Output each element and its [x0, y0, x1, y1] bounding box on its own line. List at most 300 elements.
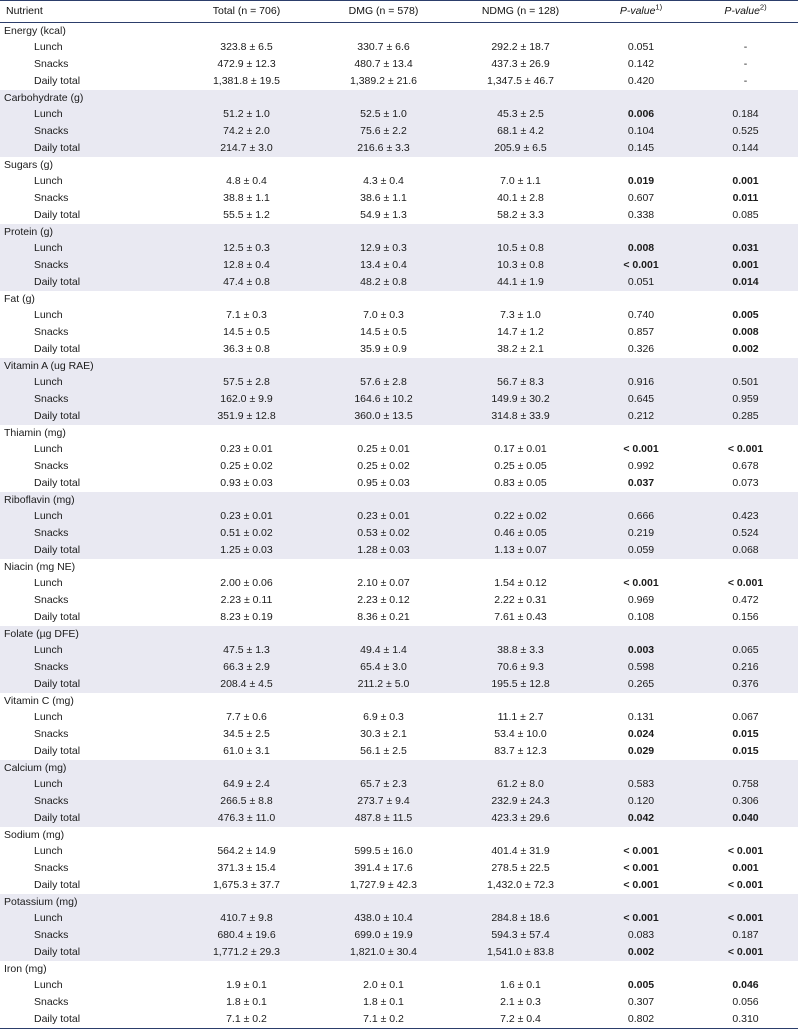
cell-pvalue-1: < 0.001: [589, 861, 693, 878]
cell-total: 1.8 ± 0.1: [178, 995, 315, 1012]
group-header-row: [0, 224, 798, 241]
cell-dmg: 391.4 ± 17.6: [315, 861, 452, 878]
cell-pvalue-1: < 0.001: [589, 442, 693, 459]
column-header-nutrient: Nutrient: [0, 1, 178, 23]
cell-dmg: 30.3 ± 2.1: [315, 727, 452, 744]
cell-dmg: 438.0 ± 10.4: [315, 911, 452, 928]
cell-ndmg: 7.2 ± 0.4: [452, 1011, 589, 1028]
cell-total: 1,675.3 ± 37.7: [178, 877, 315, 894]
group-name: Niacin (mg NE): [0, 559, 178, 576]
cell-total: 2.00 ± 0.06: [178, 576, 315, 593]
table-row: [0, 660, 798, 677]
table-row: [0, 526, 798, 543]
cell-dmg: 2.23 ± 0.12: [315, 593, 452, 610]
cell-dmg: 1.8 ± 0.1: [315, 995, 452, 1012]
group-header-row: [0, 760, 798, 777]
cell-pvalue-1: 0.307: [589, 995, 693, 1012]
group-empty-ndmg: [452, 626, 589, 643]
pvalue-2-footnote-marker: 2): [759, 2, 767, 12]
group-empty-p1: [589, 492, 693, 509]
cell-total: 472.9 ± 12.3: [178, 57, 315, 74]
cell-ndmg: 437.3 ± 26.9: [452, 57, 589, 74]
row-label: Lunch: [0, 241, 178, 258]
group-empty-ndmg: [452, 760, 589, 777]
cell-total: 0.23 ± 0.01: [178, 442, 315, 459]
cell-dmg: 211.2 ± 5.0: [315, 676, 452, 693]
group-empty-ndmg: [452, 693, 589, 710]
cell-dmg: 2.0 ± 0.1: [315, 978, 452, 995]
table-row: [0, 57, 798, 74]
group-header-row: [0, 827, 798, 844]
cell-pvalue-1: 0.338: [589, 207, 693, 224]
group-empty-total: [178, 425, 315, 442]
cell-ndmg: 232.9 ± 24.3: [452, 794, 589, 811]
table-row: [0, 73, 798, 90]
row-label: Lunch: [0, 710, 178, 727]
group-empty-dmg: [315, 492, 452, 509]
group-empty-total: [178, 224, 315, 241]
group-empty-total: [178, 157, 315, 174]
cell-total: 47.5 ± 1.3: [178, 643, 315, 660]
cell-pvalue-2: 0.472: [693, 593, 798, 610]
group-empty-total: [178, 626, 315, 643]
row-label: Snacks: [0, 660, 178, 677]
table-row: [0, 308, 798, 325]
group-empty-total: [178, 90, 315, 107]
cell-dmg: 4.3 ± 0.4: [315, 174, 452, 191]
cell-ndmg: 45.3 ± 2.5: [452, 107, 589, 124]
table-row: [0, 593, 798, 610]
cell-ndmg: 423.3 ± 29.6: [452, 810, 589, 827]
row-label: Lunch: [0, 911, 178, 928]
cell-ndmg: 205.9 ± 6.5: [452, 140, 589, 157]
row-label: Snacks: [0, 794, 178, 811]
cell-pvalue-2: < 0.001: [693, 442, 798, 459]
row-label: Snacks: [0, 57, 178, 74]
cell-pvalue-2: -: [693, 73, 798, 90]
table-row: [0, 459, 798, 476]
cell-ndmg: 292.2 ± 18.7: [452, 40, 589, 57]
group-empty-p1: [589, 559, 693, 576]
cell-pvalue-2: 0.376: [693, 676, 798, 693]
table-row: [0, 442, 798, 459]
cell-total: 61.0 ± 3.1: [178, 743, 315, 760]
table-row: [0, 743, 798, 760]
group-name: Folate (µg DFE): [0, 626, 178, 643]
cell-pvalue-2: 0.056: [693, 995, 798, 1012]
cell-ndmg: 0.46 ± 0.05: [452, 526, 589, 543]
cell-dmg: 35.9 ± 0.9: [315, 341, 452, 358]
header-row: [0, 1, 798, 23]
cell-pvalue-2: 0.184: [693, 107, 798, 124]
cell-ndmg: 2.22 ± 0.31: [452, 593, 589, 610]
cell-pvalue-2: 0.678: [693, 459, 798, 476]
cell-dmg: 164.6 ± 10.2: [315, 392, 452, 409]
cell-dmg: 14.5 ± 0.5: [315, 325, 452, 342]
group-empty-p1: [589, 291, 693, 308]
cell-dmg: 6.9 ± 0.3: [315, 710, 452, 727]
cell-pvalue-1: 0.019: [589, 174, 693, 191]
cell-total: 680.4 ± 19.6: [178, 928, 315, 945]
cell-pvalue-2: 0.046: [693, 978, 798, 995]
cell-ndmg: 7.3 ± 1.0: [452, 308, 589, 325]
cell-dmg: 56.1 ± 2.5: [315, 743, 452, 760]
group-empty-total: [178, 827, 315, 844]
table-row: [0, 978, 798, 995]
cell-total: 351.9 ± 12.8: [178, 408, 315, 425]
cell-dmg: 13.4 ± 0.4: [315, 258, 452, 275]
group-empty-p1: [589, 23, 693, 40]
cell-pvalue-2: 0.524: [693, 526, 798, 543]
table-body: [0, 23, 798, 1029]
table-row: [0, 810, 798, 827]
group-empty-ndmg: [452, 559, 589, 576]
group-header-row: [0, 358, 798, 375]
cell-dmg: 12.9 ± 0.3: [315, 241, 452, 258]
cell-pvalue-2: -: [693, 40, 798, 57]
cell-pvalue-2: 0.216: [693, 660, 798, 677]
cell-dmg: 54.9 ± 1.3: [315, 207, 452, 224]
table-row: [0, 727, 798, 744]
cell-pvalue-2: 0.187: [693, 928, 798, 945]
column-header-pvalue-2: [693, 1, 798, 23]
table-row: [0, 140, 798, 157]
table-row: [0, 995, 798, 1012]
cell-total: 323.8 ± 6.5: [178, 40, 315, 57]
table-row: [0, 325, 798, 342]
cell-pvalue-2: 0.015: [693, 727, 798, 744]
cell-total: 51.2 ± 1.0: [178, 107, 315, 124]
pvalue-1-footnote-marker: 1): [655, 2, 663, 12]
table-row: [0, 794, 798, 811]
group-empty-ndmg: [452, 961, 589, 978]
cell-dmg: 0.25 ± 0.01: [315, 442, 452, 459]
cell-pvalue-1: 0.598: [589, 660, 693, 677]
column-header-total: Total (n = 706): [178, 1, 315, 23]
cell-pvalue-1: 0.145: [589, 140, 693, 157]
cell-pvalue-1: 0.992: [589, 459, 693, 476]
cell-total: 0.93 ± 0.03: [178, 475, 315, 492]
pvalue-1-label: P-value: [619, 5, 656, 17]
row-label: Daily total: [0, 609, 178, 626]
cell-total: 74.2 ± 2.0: [178, 124, 315, 141]
row-label: Snacks: [0, 928, 178, 945]
cell-dmg: 2.10 ± 0.07: [315, 576, 452, 593]
cell-dmg: 599.5 ± 16.0: [315, 844, 452, 861]
group-empty-ndmg: [452, 425, 589, 442]
cell-total: 34.5 ± 2.5: [178, 727, 315, 744]
table-row: [0, 844, 798, 861]
cell-pvalue-2: < 0.001: [693, 877, 798, 894]
row-label: Daily total: [0, 408, 178, 425]
row-label: Daily total: [0, 944, 178, 961]
cell-ndmg: 10.5 ± 0.8: [452, 241, 589, 258]
cell-dmg: 1,821.0 ± 30.4: [315, 944, 452, 961]
group-empty-total: [178, 961, 315, 978]
cell-ndmg: 14.7 ± 1.2: [452, 325, 589, 342]
cell-dmg: 487.8 ± 11.5: [315, 810, 452, 827]
group-empty-ndmg: [452, 827, 589, 844]
group-empty-p1: [589, 894, 693, 911]
row-label: Lunch: [0, 643, 178, 660]
cell-pvalue-2: 0.031: [693, 241, 798, 258]
cell-dmg: 699.0 ± 19.9: [315, 928, 452, 945]
group-empty-dmg: [315, 626, 452, 643]
cell-pvalue-2: 0.285: [693, 408, 798, 425]
cell-total: 12.8 ± 0.4: [178, 258, 315, 275]
table-row: [0, 375, 798, 392]
row-label: Daily total: [0, 140, 178, 157]
cell-pvalue-2: 0.959: [693, 392, 798, 409]
cell-total: 1.25 ± 0.03: [178, 542, 315, 559]
cell-pvalue-2: 0.008: [693, 325, 798, 342]
cell-pvalue-2: 0.005: [693, 308, 798, 325]
cell-pvalue-1: 0.607: [589, 191, 693, 208]
group-header-row: [0, 961, 798, 978]
table-row: [0, 710, 798, 727]
cell-pvalue-1: 0.059: [589, 542, 693, 559]
row-label: Daily total: [0, 676, 178, 693]
table-row: [0, 341, 798, 358]
table-row: [0, 509, 798, 526]
cell-dmg: 360.0 ± 13.5: [315, 408, 452, 425]
group-empty-p2: [693, 425, 798, 442]
cell-total: 1,381.8 ± 19.5: [178, 73, 315, 90]
group-empty-p1: [589, 693, 693, 710]
cell-dmg: 49.4 ± 1.4: [315, 643, 452, 660]
cell-pvalue-2: 0.501: [693, 375, 798, 392]
cell-pvalue-1: 0.037: [589, 475, 693, 492]
cell-total: 0.51 ± 0.02: [178, 526, 315, 543]
row-label: Lunch: [0, 375, 178, 392]
group-empty-dmg: [315, 693, 452, 710]
cell-total: 66.3 ± 2.9: [178, 660, 315, 677]
group-empty-p2: [693, 894, 798, 911]
cell-ndmg: 10.3 ± 0.8: [452, 258, 589, 275]
cell-pvalue-2: 0.002: [693, 341, 798, 358]
cell-pvalue-2: < 0.001: [693, 576, 798, 593]
table-row: [0, 241, 798, 258]
group-empty-ndmg: [452, 224, 589, 241]
table-row: [0, 475, 798, 492]
group-empty-p2: [693, 626, 798, 643]
group-empty-total: [178, 492, 315, 509]
group-name: Riboflavin (mg): [0, 492, 178, 509]
cell-pvalue-1: 0.666: [589, 509, 693, 526]
group-name: Vitamin C (mg): [0, 693, 178, 710]
row-label: Daily total: [0, 73, 178, 90]
group-name: Carbohydrate (g): [0, 90, 178, 107]
cell-total: 4.8 ± 0.4: [178, 174, 315, 191]
group-empty-dmg: [315, 425, 452, 442]
table-row: [0, 107, 798, 124]
group-empty-ndmg: [452, 894, 589, 911]
cell-ndmg: 0.22 ± 0.02: [452, 509, 589, 526]
cell-ndmg: 56.7 ± 8.3: [452, 375, 589, 392]
cell-ndmg: 38.2 ± 2.1: [452, 341, 589, 358]
table-row: [0, 191, 798, 208]
cell-ndmg: 1,347.5 ± 46.7: [452, 73, 589, 90]
row-label: Daily total: [0, 743, 178, 760]
table-row: [0, 392, 798, 409]
cell-dmg: 1.28 ± 0.03: [315, 542, 452, 559]
cell-pvalue-2: 0.011: [693, 191, 798, 208]
cell-total: 162.0 ± 9.9: [178, 392, 315, 409]
cell-ndmg: 61.2 ± 8.0: [452, 777, 589, 794]
cell-pvalue-2: -: [693, 57, 798, 74]
group-empty-dmg: [315, 961, 452, 978]
row-label: Lunch: [0, 308, 178, 325]
cell-pvalue-1: 0.420: [589, 73, 693, 90]
group-empty-p1: [589, 224, 693, 241]
group-empty-total: [178, 894, 315, 911]
cell-pvalue-2: 0.156: [693, 609, 798, 626]
cell-pvalue-1: 0.326: [589, 341, 693, 358]
cell-pvalue-2: 0.085: [693, 207, 798, 224]
group-empty-p1: [589, 358, 693, 375]
cell-dmg: 75.6 ± 2.2: [315, 124, 452, 141]
cell-ndmg: 195.5 ± 12.8: [452, 676, 589, 693]
group-header-row: [0, 90, 798, 107]
table-row: [0, 861, 798, 878]
group-empty-p1: [589, 626, 693, 643]
table-row: [0, 124, 798, 141]
table-row: [0, 408, 798, 425]
group-empty-p2: [693, 291, 798, 308]
cell-ndmg: 44.1 ± 1.9: [452, 274, 589, 291]
table-row: [0, 207, 798, 224]
group-empty-p2: [693, 693, 798, 710]
cell-dmg: 480.7 ± 13.4: [315, 57, 452, 74]
cell-dmg: 48.2 ± 0.8: [315, 274, 452, 291]
row-label: Lunch: [0, 442, 178, 459]
cell-ndmg: 53.4 ± 10.0: [452, 727, 589, 744]
group-empty-total: [178, 559, 315, 576]
row-label: Lunch: [0, 978, 178, 995]
group-empty-total: [178, 358, 315, 375]
group-empty-p2: [693, 224, 798, 241]
table-row: [0, 944, 798, 961]
row-label: Lunch: [0, 107, 178, 124]
cell-total: 208.4 ± 4.5: [178, 676, 315, 693]
cell-pvalue-1: < 0.001: [589, 911, 693, 928]
cell-pvalue-2: < 0.001: [693, 911, 798, 928]
cell-pvalue-1: 0.042: [589, 810, 693, 827]
group-name: Fat (g): [0, 291, 178, 308]
table-row: [0, 877, 798, 894]
cell-pvalue-1: < 0.001: [589, 576, 693, 593]
cell-pvalue-2: 0.014: [693, 274, 798, 291]
row-label: Snacks: [0, 258, 178, 275]
table-row: [0, 576, 798, 593]
group-empty-p1: [589, 157, 693, 174]
cell-pvalue-1: 0.003: [589, 643, 693, 660]
cell-total: 12.5 ± 0.3: [178, 241, 315, 258]
cell-ndmg: 11.1 ± 2.7: [452, 710, 589, 727]
cell-total: 2.23 ± 0.11: [178, 593, 315, 610]
cell-ndmg: 0.83 ± 0.05: [452, 475, 589, 492]
row-label: Lunch: [0, 576, 178, 593]
cell-ndmg: 314.8 ± 33.9: [452, 408, 589, 425]
cell-total: 266.5 ± 8.8: [178, 794, 315, 811]
row-label: Daily total: [0, 810, 178, 827]
group-empty-ndmg: [452, 90, 589, 107]
cell-ndmg: 594.3 ± 57.4: [452, 928, 589, 945]
group-name: Vitamin A (ug RAE): [0, 358, 178, 375]
group-empty-dmg: [315, 291, 452, 308]
group-empty-dmg: [315, 157, 452, 174]
cell-pvalue-1: 0.006: [589, 107, 693, 124]
cell-total: 55.5 ± 1.2: [178, 207, 315, 224]
row-label: Snacks: [0, 392, 178, 409]
row-label: Snacks: [0, 995, 178, 1012]
row-label: Daily total: [0, 877, 178, 894]
cell-ndmg: 284.8 ± 18.6: [452, 911, 589, 928]
row-label: Snacks: [0, 526, 178, 543]
cell-ndmg: 7.0 ± 1.1: [452, 174, 589, 191]
cell-pvalue-2: 0.001: [693, 861, 798, 878]
cell-ndmg: 0.25 ± 0.05: [452, 459, 589, 476]
cell-ndmg: 7.61 ± 0.43: [452, 609, 589, 626]
row-label: Snacks: [0, 861, 178, 878]
cell-ndmg: 70.6 ± 9.3: [452, 660, 589, 677]
cell-total: 214.7 ± 3.0: [178, 140, 315, 157]
cell-total: 36.3 ± 0.8: [178, 341, 315, 358]
cell-total: 410.7 ± 9.8: [178, 911, 315, 928]
cell-pvalue-2: 0.525: [693, 124, 798, 141]
cell-total: 371.3 ± 15.4: [178, 861, 315, 878]
row-label: Lunch: [0, 40, 178, 57]
group-empty-total: [178, 760, 315, 777]
column-header-dmg: DMG (n = 578): [315, 1, 452, 23]
group-empty-total: [178, 291, 315, 308]
cell-ndmg: 68.1 ± 4.2: [452, 124, 589, 141]
cell-dmg: 65.7 ± 2.3: [315, 777, 452, 794]
group-name: Sodium (mg): [0, 827, 178, 844]
group-empty-dmg: [315, 559, 452, 576]
table-row: [0, 174, 798, 191]
cell-total: 8.23 ± 0.19: [178, 609, 315, 626]
group-empty-p1: [589, 961, 693, 978]
cell-dmg: 52.5 ± 1.0: [315, 107, 452, 124]
row-label: Lunch: [0, 777, 178, 794]
row-label: Daily total: [0, 475, 178, 492]
group-name: Thiamin (mg): [0, 425, 178, 442]
cell-pvalue-2: 0.040: [693, 810, 798, 827]
cell-pvalue-2: < 0.001: [693, 844, 798, 861]
table-row: [0, 928, 798, 945]
cell-ndmg: 83.7 ± 12.3: [452, 743, 589, 760]
group-empty-p2: [693, 492, 798, 509]
cell-dmg: 65.4 ± 3.0: [315, 660, 452, 677]
cell-dmg: 0.23 ± 0.01: [315, 509, 452, 526]
cell-pvalue-2: < 0.001: [693, 944, 798, 961]
cell-pvalue-1: 0.219: [589, 526, 693, 543]
table-row: [0, 643, 798, 660]
group-empty-dmg: [315, 358, 452, 375]
table-row: [0, 1011, 798, 1028]
group-empty-ndmg: [452, 23, 589, 40]
cell-pvalue-1: 0.104: [589, 124, 693, 141]
group-name: Sugars (g): [0, 157, 178, 174]
row-label: Daily total: [0, 1011, 178, 1028]
row-label: Lunch: [0, 174, 178, 191]
cell-ndmg: 40.1 ± 2.8: [452, 191, 589, 208]
cell-pvalue-1: 0.212: [589, 408, 693, 425]
row-label: Snacks: [0, 593, 178, 610]
cell-dmg: 330.7 ± 6.6: [315, 40, 452, 57]
group-header-row: [0, 157, 798, 174]
